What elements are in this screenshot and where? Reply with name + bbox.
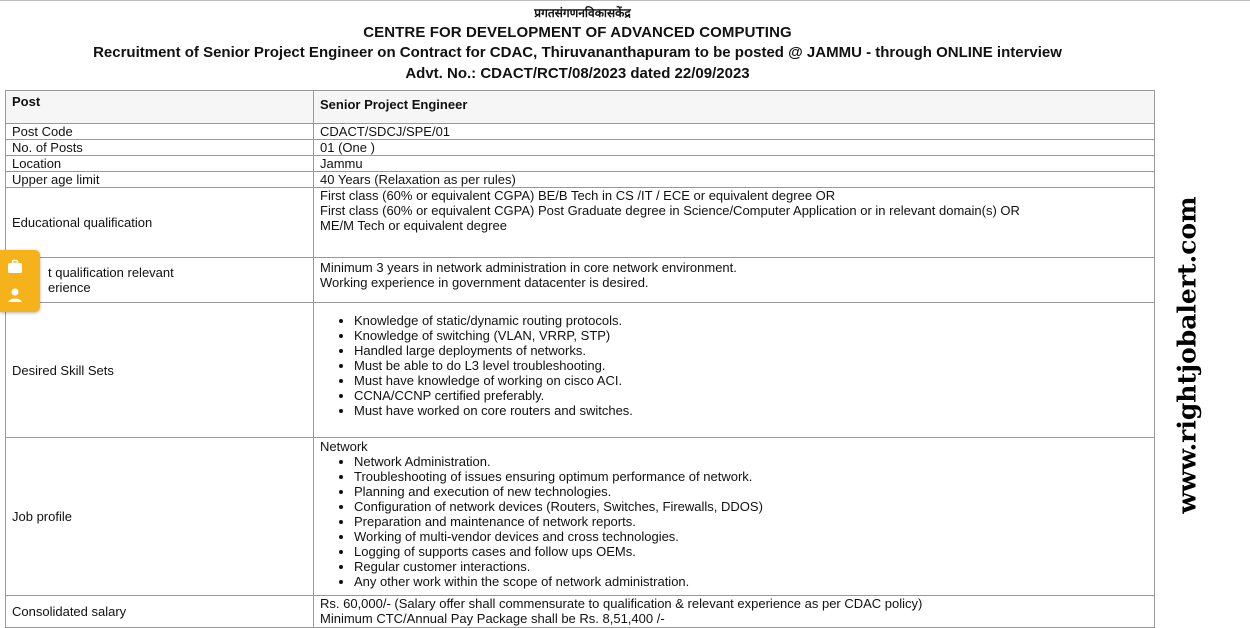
label-experience (6, 258, 314, 303)
list-item: • Must have worked on core routers and switches. (354, 403, 1148, 418)
list-item: • CCNA/CCNP certified preferably. (354, 388, 1148, 403)
label-location: Location (6, 156, 314, 172)
watermark (1162, 190, 1212, 520)
value-post-code: CDACT/SDCJ/SPE/01 (314, 124, 1155, 140)
value-no-of-posts: 01 (One ) (314, 140, 1155, 156)
table-row-no-of-posts (6, 140, 1155, 156)
education-line: First class (60% or equivalent CGPA) BE/B Tech in CS /IT / ECE or equivalent degree OR (320, 188, 836, 203)
experience-label-line: erience (48, 280, 91, 295)
table-row-education (6, 188, 1155, 258)
job-profile-list (320, 454, 1148, 589)
list-item: • Any other work within the scope of network administration. (354, 574, 1148, 589)
table-row-job-profile (6, 438, 1155, 596)
briefcase-icon[interactable] (6, 258, 24, 276)
list-item: • Troubleshooting of issues ensuring optimum performance of network. (354, 469, 1148, 484)
table-row-location (6, 156, 1155, 172)
list-item: • Configuration of network devices (Routers, Switches, Firewalls, DDOS) (354, 499, 1148, 514)
value-salary (314, 596, 1155, 628)
value-experience (314, 258, 1155, 303)
table-row-post-code (6, 124, 1155, 140)
list-item: • Must be able to do L3 level troubleshooting. (354, 358, 1148, 373)
label-skills: Desired Skill Sets (6, 303, 314, 438)
experience-line: Working experience in government datacenter is desired. (320, 275, 649, 290)
label-job-profile: Job profile (6, 438, 314, 596)
list-item: • Preparation and maintenance of network reports. (354, 514, 1148, 529)
table-row-age-limit (6, 172, 1155, 188)
hindi-org-name: प्रगतसंगणनविकासकेंद्र (534, 6, 631, 20)
list-item: • Network Administration. (354, 454, 1148, 469)
org-title: CENTRE FOR DEVELOPMENT OF ADVANCED COMPUTING (363, 24, 792, 41)
value-job-profile (314, 438, 1155, 596)
education-line: First class (60% or equivalent CGPA) Post Graduate degree in Science/Computer Application or in relevant domain(s) OR (320, 203, 1020, 218)
value-education (314, 188, 1155, 258)
label-education: Educational qualification (6, 188, 314, 258)
education-line: ME/M Tech or equivalent degree (320, 218, 507, 233)
watermark-text: www.rightjobalert.com (1172, 196, 1202, 514)
value-location: Jammu (314, 156, 1155, 172)
list-item: • Knowledge of static/dynamic routing protocols. (354, 313, 1148, 328)
advt-number: Advt. No.: CDACT/RCT/08/2023 dated 22/09/2023 (405, 65, 750, 82)
skills-list (320, 313, 1148, 418)
label-no-of-posts: No. of Posts (6, 140, 314, 156)
list-item: • Working of multi-vendor devices and cross technologies. (354, 529, 1148, 544)
salary-line: Minimum CTC/Annual Pay Package shall be Rs. 8,51,400 /- (320, 611, 665, 626)
job-profile-heading: Network (320, 439, 368, 454)
experience-label-line: t qualification relevant (48, 265, 174, 280)
table-row-experience (6, 258, 1155, 303)
top-rule (0, 0, 1250, 1)
recruitment-table (5, 90, 1155, 628)
label-post-code: Post Code (6, 124, 314, 140)
user-icon[interactable] (6, 286, 24, 304)
floating-widget[interactable] (0, 250, 40, 312)
label-post: Post (6, 91, 314, 124)
list-item: • Handled large deployments of networks. (354, 343, 1148, 358)
table-row-salary (6, 596, 1155, 628)
list-item: • Must have knowledge of working on cisco ACI. (354, 373, 1148, 388)
list-item: • Knowledge of switching (VLAN, VRRP, STP) (354, 328, 1148, 343)
list-item: • Regular customer interactions. (354, 559, 1148, 574)
salary-line: Rs. 60,000/- (Salary offer shall commensurate to qualification & relevant experience as per CDAC policy) (320, 596, 923, 611)
value-skills (314, 303, 1155, 438)
recruitment-title: Recruitment of Senior Project Engineer on Contract for CDAC, Thiruvananthapuram to be posted @ JAMMU - through ONLINE interview (93, 44, 1062, 61)
experience-line: Minimum 3 years in network administration in core network environment. (320, 260, 737, 275)
table-row-post (6, 91, 1155, 124)
value-age-limit: 40 Years (Relaxation as per rules) (314, 172, 1155, 188)
list-item: • Planning and execution of new technologies. (354, 484, 1148, 499)
list-item: • Logging of supports cases and follow ups OEMs. (354, 544, 1148, 559)
label-salary: Consolidated salary (6, 596, 314, 628)
label-age-limit: Upper age limit (6, 172, 314, 188)
table-row-skills (6, 303, 1155, 438)
value-post: Senior Project Engineer (314, 91, 1155, 124)
